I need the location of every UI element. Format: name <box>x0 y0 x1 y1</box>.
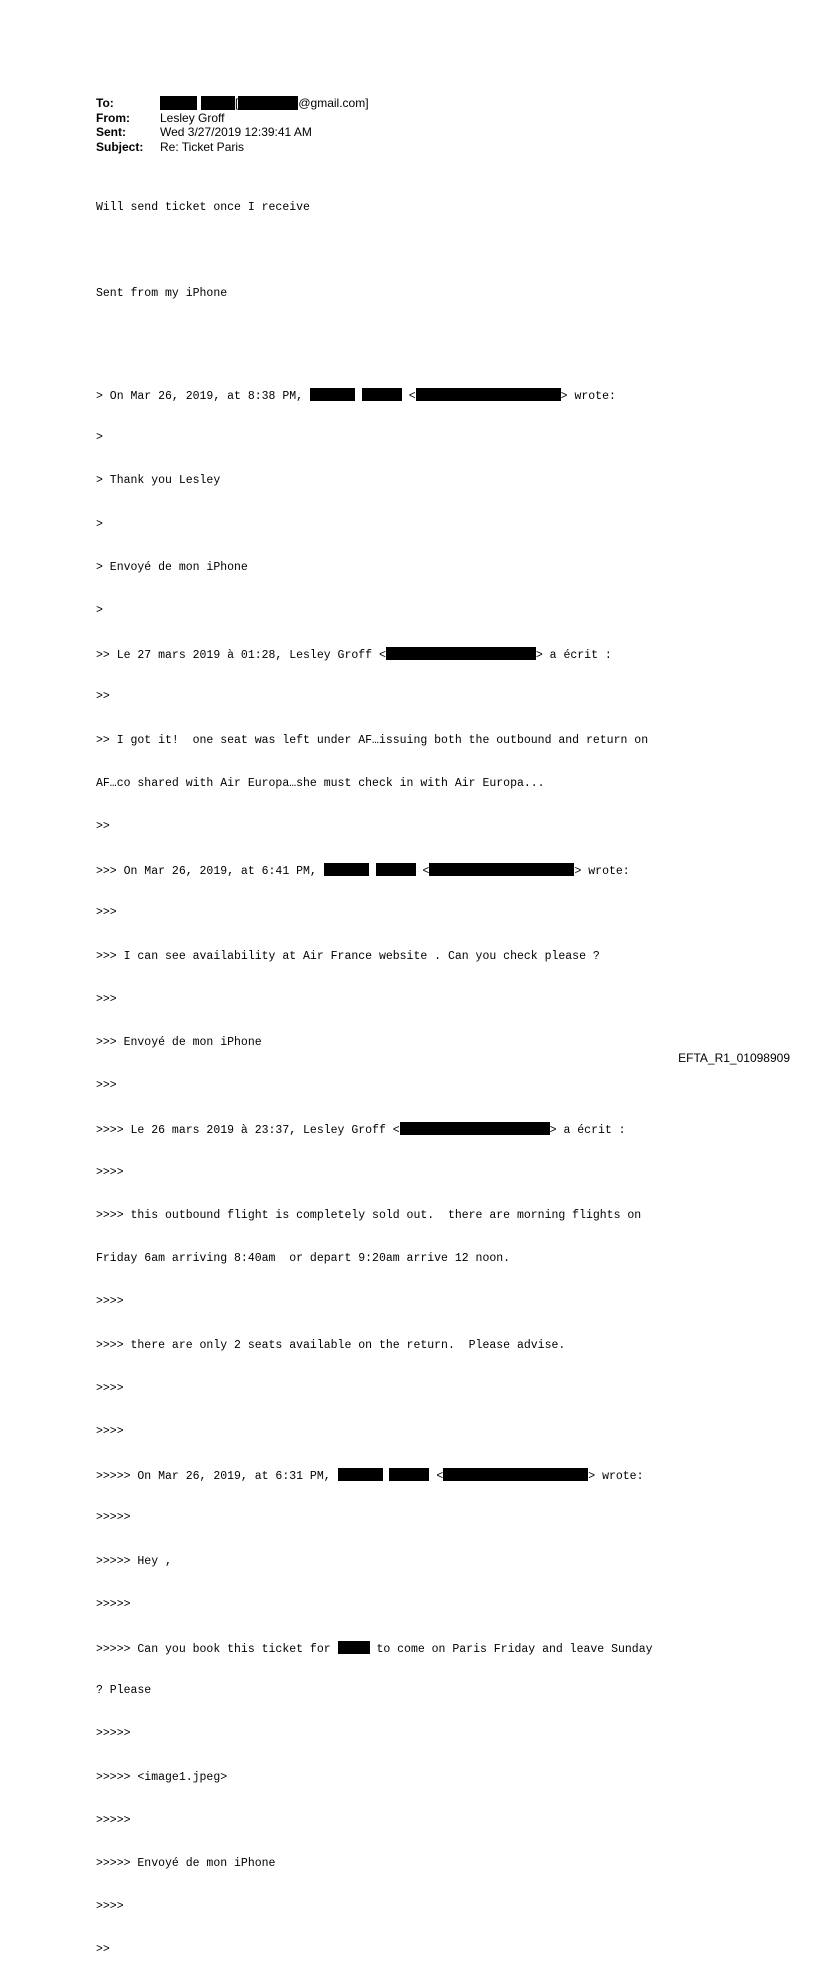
to-row <box>96 96 369 111</box>
quote-line: >>> Envoyé de mon iPhone <box>96 1036 262 1050</box>
quote-line: >>>>> <box>96 1727 131 1741</box>
quote-line: >>>>> <box>96 1511 131 1525</box>
quote-text: >>> On Mar 26, 2019, at 6:41 PM, <box>96 865 324 879</box>
redaction-block <box>443 1468 588 1481</box>
quote-line: >> I got it! one seat was left under AF…issuing both the outbound and return on <box>96 733 649 747</box>
quote-line: >>>> <box>96 1381 124 1395</box>
quote-text: > wrote: <box>588 1470 644 1484</box>
to-email-suffix: @gmail.com] <box>298 96 369 110</box>
quote-line: >>>> <box>96 1295 124 1309</box>
redaction-block <box>238 96 298 110</box>
quote-line: >>>>> <box>96 1597 131 1611</box>
quote-text: >>>>> On Mar 26, 2019, at 6:31 PM, <box>96 1470 338 1484</box>
quote-text: < <box>401 390 416 404</box>
subject-value: Re: Ticket Paris <box>160 139 245 154</box>
quote-line: >>>> this outbound flight is completely sold out. there are morning flights on <box>96 1208 642 1222</box>
quote-text: > a écrit : <box>549 1124 626 1138</box>
quote-line <box>96 1122 653 1136</box>
quote-line <box>96 1468 653 1482</box>
redaction-block <box>376 863 416 876</box>
quote-line: >>>>> Hey , <box>96 1554 172 1568</box>
quote-text: < <box>429 1470 444 1484</box>
quote-line: >>> <box>96 992 117 1006</box>
from-label: From: <box>96 110 130 125</box>
redaction-block <box>416 388 561 401</box>
redaction-block <box>338 1468 383 1481</box>
document-id: EFTA_R1_01098909 <box>678 1051 790 1065</box>
quote-text: > wrote: <box>560 390 616 404</box>
quote-line: >> <box>96 1943 110 1957</box>
redaction-block <box>338 1641 370 1654</box>
quote-line: > Thank you Lesley <box>96 474 221 488</box>
quote-text: >>>> Le 26 mars 2019 à 23:37, Lesley Groff < <box>96 1124 400 1138</box>
quote-line: AF…co shared with Air Europa…she must check in with Air Europa... <box>96 776 545 790</box>
quote-line: ? Please <box>96 1684 152 1698</box>
quote-text: < <box>415 865 430 879</box>
quote-line: > <box>96 517 103 531</box>
quote-line: >> <box>96 690 110 704</box>
quote-line <box>96 388 653 402</box>
quote-line: >>>> <box>96 1424 124 1438</box>
quote-line: >>> <box>96 906 117 920</box>
quote-line: >>>>> Envoyé de mon iPhone <box>96 1856 276 1870</box>
redaction-block <box>362 388 402 401</box>
quote-line: >> <box>96 820 110 834</box>
quote-text: to come on Paris Friday and leave Sunday <box>369 1642 653 1656</box>
sent-value: Wed 3/27/2019 12:39:41 AM <box>160 125 312 139</box>
to-label: To: <box>96 96 114 110</box>
email-header <box>96 96 369 154</box>
sent-label: Sent: <box>96 125 126 139</box>
quote-line: >>>> <box>96 1900 124 1914</box>
quote-line: >>>>> <box>96 1813 131 1827</box>
subject-row <box>96 140 369 155</box>
from-value: Lesley Groff <box>160 110 225 125</box>
sent-row <box>96 125 369 140</box>
quote-text: > a écrit : <box>535 649 612 663</box>
quote-line: >>>>> <image1.jpeg> <box>96 1770 228 1784</box>
quote-line <box>96 863 653 877</box>
quote-text: >> Le 27 mars 2019 à 01:28, Lesley Groff < <box>96 649 386 663</box>
quote-line <box>96 647 653 661</box>
body-line: Will send ticket once I receive <box>96 200 310 214</box>
quote-line: >>>> <box>96 1165 124 1179</box>
quote-line: Friday 6am arriving 8:40am or depart 9:20am arrive 12 noon. <box>96 1252 511 1266</box>
quote-line: > <box>96 604 103 618</box>
redaction-block <box>310 388 355 401</box>
redaction-block <box>324 863 369 876</box>
redaction-block <box>400 1122 550 1135</box>
quote-line: > Envoyé de mon iPhone <box>96 560 248 574</box>
redaction-block <box>386 647 536 660</box>
signature-line: Sent from my iPhone <box>96 287 228 301</box>
quote-text: > wrote: <box>574 865 630 879</box>
redaction-block <box>389 1468 429 1481</box>
subject-label: Subject: <box>96 139 144 154</box>
to-bracket: [ <box>235 96 239 110</box>
email-body <box>96 172 653 1972</box>
quote-line: >>>> there are only 2 seats available on the return. Please advise. <box>96 1338 566 1352</box>
redaction-block <box>429 863 574 876</box>
quote-line: > <box>96 431 103 445</box>
from-row <box>96 111 369 126</box>
redaction-block <box>160 96 197 110</box>
quote-line: >>> <box>96 1079 117 1093</box>
quote-line <box>96 1641 653 1655</box>
quote-text: >>>>> Can you book this ticket for <box>96 1642 338 1656</box>
quote-line: >>> I can see availability at Air France website . Can you check please ? <box>96 949 600 963</box>
quote-text: > On Mar 26, 2019, at 8:38 PM, <box>96 390 310 404</box>
redaction-block <box>201 96 235 110</box>
